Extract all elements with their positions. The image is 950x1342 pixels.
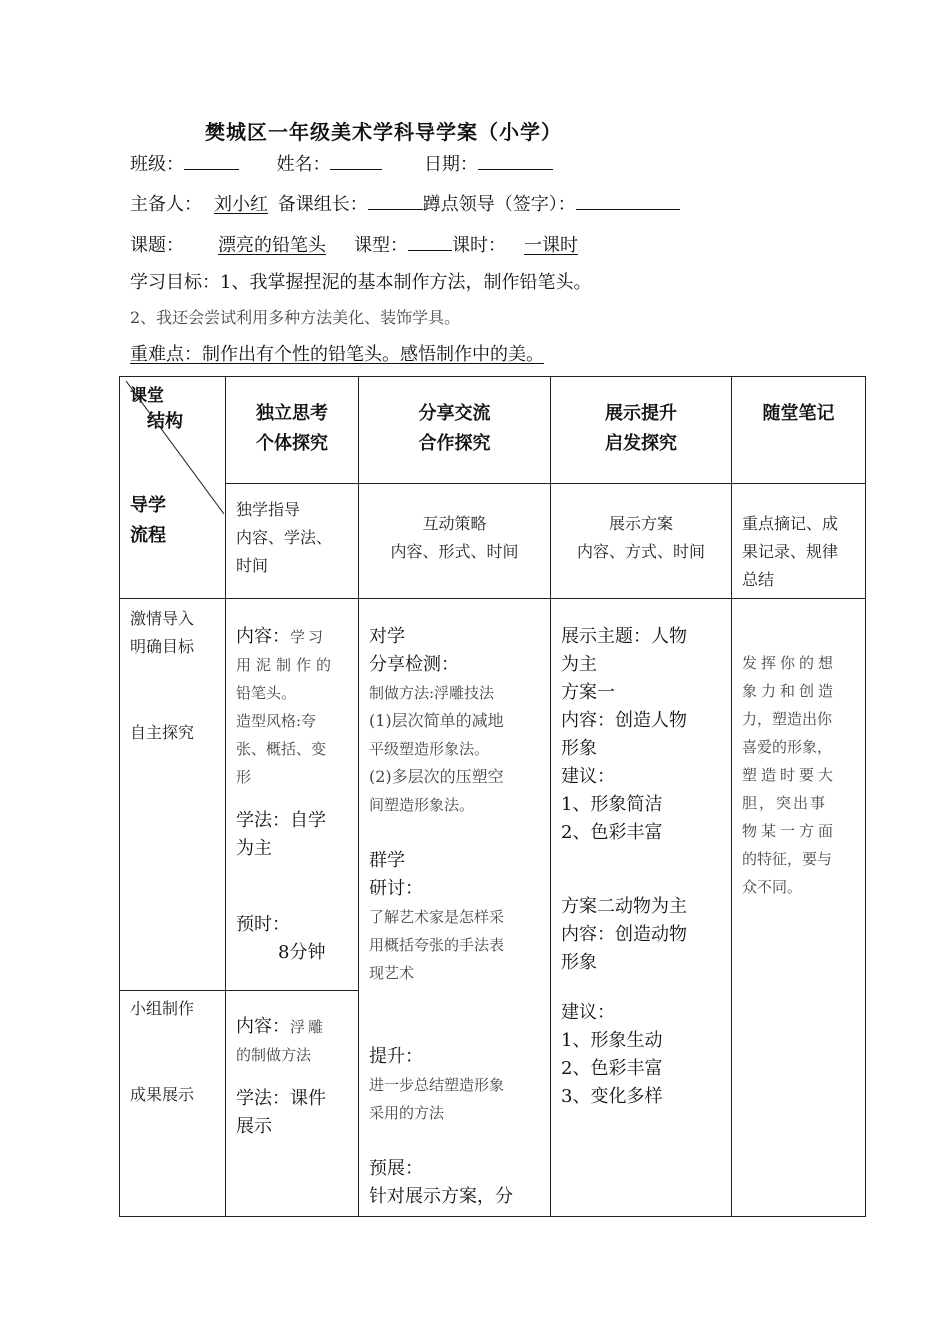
col3-b6: 2、色彩丰富 <box>561 1058 663 1079</box>
col2-cell <box>359 599 551 1217</box>
col4-l1: 发挥你的想 <box>742 654 838 672</box>
subheader-col-1 <box>226 484 359 599</box>
header-col-1 <box>226 377 359 484</box>
stage-5: 成果展示 <box>130 1085 195 1104</box>
subheader-4-line-2: 果记录、规律 <box>742 542 839 561</box>
corner-bottom-2: 流程 <box>130 525 166 546</box>
leader-blank[interactable] <box>576 191 680 210</box>
subheader-3-line-1: 展示方案 <box>608 514 673 533</box>
leader-label: 蹲点领导（签字）： <box>422 194 576 215</box>
col1-method-a: 学法：自学 <box>236 810 326 831</box>
col1-content-label: 内容： <box>236 626 290 647</box>
col1-cell-2 <box>226 991 359 1217</box>
col4-l5: 塑造时要大 <box>742 766 838 784</box>
col2-a4: (1)层次简单的减地 <box>369 711 504 730</box>
col1-time-label: 预时： <box>236 914 290 935</box>
col4-l8: 的特征，要与 <box>742 850 833 868</box>
col4-cell <box>732 599 866 1217</box>
header-2-line-1: 分享交流 <box>418 403 491 424</box>
col2-b5: 现艺术 <box>369 964 415 982</box>
corner-bottom-label <box>130 491 166 551</box>
col2-c1: 提升： <box>369 1046 423 1067</box>
col4-l9: 众不同。 <box>742 878 803 896</box>
header-4-line-1: 随堂笔记 <box>762 403 835 424</box>
preparer-name: 刘小红 <box>214 194 268 215</box>
col1-content-a: 学习 <box>290 628 327 646</box>
stage-cell-1 <box>120 599 226 991</box>
topic-value: 漂亮的铅笔头 <box>218 235 326 256</box>
col4-l7: 物某一方面 <box>742 822 838 840</box>
col3-a1: 展示主题：人物 <box>561 626 687 647</box>
info-line-2 <box>130 190 680 216</box>
col3-a6: 建议： <box>561 766 615 787</box>
col2-d1: 预展： <box>369 1158 423 1179</box>
subheader-3-line-2: 内容、方式、时间 <box>576 542 705 561</box>
header-col-2 <box>359 377 551 484</box>
goals-line-1 <box>130 268 591 294</box>
header-1-line-2: 个体探究 <box>256 433 328 454</box>
col1-style-a: 造型风格:夸 <box>236 712 317 730</box>
stage-3: 自主探究 <box>130 723 195 742</box>
col1-style-b: 张、概括、变 <box>236 740 327 758</box>
period-value: 一课时 <box>524 235 578 256</box>
name-blank[interactable] <box>330 151 382 170</box>
col3-a3: 方案一 <box>561 682 615 703</box>
subheader-4-line-1: 重点摘记、成 <box>742 514 839 533</box>
group-leader-label: 备课组长： <box>277 194 368 215</box>
col4-l6: 胆，突出事 <box>742 794 828 812</box>
col1-style-c: 形 <box>236 768 252 786</box>
col1-content2-b: 的制做方法 <box>236 1046 312 1064</box>
col3-b4: 建议： <box>561 1002 615 1023</box>
col3-cell <box>551 599 732 1217</box>
col2-b3: 了解艺术家是怎样采 <box>369 908 505 926</box>
header-2-line-2: 合作探究 <box>418 433 491 454</box>
header-col-4 <box>732 377 866 484</box>
col4-l2: 象力和创造 <box>742 682 838 700</box>
class-blank[interactable] <box>184 151 239 170</box>
col1-content2-a: 浮雕 <box>290 1018 327 1036</box>
col1-time: 8分钟 <box>278 942 326 963</box>
col2-d2: 针对展示方案，分 <box>369 1186 513 1207</box>
col1-content-b: 用泥制作的 <box>236 656 337 674</box>
period-label: 课时： <box>452 235 506 256</box>
name-label: 姓名： <box>276 154 331 175</box>
class-label: 班级： <box>130 154 184 175</box>
col1-cell-1 <box>226 599 359 991</box>
preparer-label: 主备人： <box>130 194 202 215</box>
subheader-4-line-3: 总结 <box>742 570 775 589</box>
key-points <box>130 340 544 366</box>
col2-c3: 采用的方法 <box>369 1104 445 1122</box>
lesson-table <box>119 376 866 1217</box>
col3-a5: 形象 <box>561 738 597 759</box>
col3-a8: 2、色彩丰富 <box>561 822 663 843</box>
col2-a6: (2)多层次的压塑空 <box>369 767 504 786</box>
info-line-1 <box>130 150 553 176</box>
group-leader-blank[interactable] <box>368 191 423 210</box>
subheader-2-line-2: 内容、形式、时间 <box>390 542 519 561</box>
subheader-col-2 <box>359 484 551 599</box>
corner-top-label: 课堂 <box>130 386 164 406</box>
header-1-line-1: 独立思考 <box>256 403 328 424</box>
corner-mid-label: 结构 <box>147 411 183 432</box>
corner-bottom-1: 导学 <box>130 495 166 516</box>
subheader-1-line-1: 独学指导 <box>236 500 301 519</box>
stage-cell-2 <box>120 991 226 1217</box>
col2-a5: 平级塑造形象法。 <box>369 740 490 758</box>
stage-4: 小组制作 <box>130 999 195 1018</box>
col2-a3: 制做方法:浮雕技法 <box>369 684 495 702</box>
col3-a4: 内容：创造人物 <box>561 710 687 731</box>
header-3-line-2: 启发探究 <box>605 433 677 454</box>
col1-method-b: 为主 <box>236 838 272 859</box>
stage-1: 激情导入 <box>130 609 195 628</box>
stage-2: 明确目标 <box>130 637 195 656</box>
col2-a1: 对学 <box>369 626 405 647</box>
col1-content-c: 铅笔头。 <box>236 684 297 702</box>
col1-method2-b: 展示 <box>236 1116 272 1137</box>
header-3-line-1: 展示提升 <box>605 403 677 424</box>
goal-1: 学习目标：1、我掌握捏泥的基本制作方法，制作铅笔头。 <box>130 272 592 293</box>
col4-l3: 力，塑造出你 <box>742 710 833 728</box>
corner-cell <box>120 377 226 599</box>
info-line-3 <box>130 231 628 257</box>
col1-content2-label: 内容： <box>236 1016 290 1037</box>
date-blank[interactable] <box>478 151 553 170</box>
col3-a2: 为主 <box>561 654 597 675</box>
col2-c2: 进一步总结塑造形象 <box>369 1076 505 1094</box>
goal-2: 2、我还会尝试利用多种方法美化、装饰学具。 <box>130 308 461 327</box>
col3-b1: 方案二动物为主 <box>561 896 687 917</box>
subheader-col-3 <box>551 484 732 599</box>
col4-l4: 喜爱的形象， <box>742 738 833 756</box>
col3-b3: 形象 <box>561 952 597 973</box>
header-col-3 <box>551 377 732 484</box>
col2-a2: 分享检测： <box>369 654 459 675</box>
date-label: 日期： <box>423 154 478 175</box>
subheader-2-line-1: 互动策略 <box>422 514 487 533</box>
col3-a7: 1、形象简洁 <box>561 794 663 815</box>
page-title: 樊城区一年级美术学科导学案（小学） <box>205 120 562 144</box>
col3-b7: 3、变化多样 <box>561 1086 663 1107</box>
key-points-text: 重难点：制作出有个性的铅笔头。感悟制作中的美。 <box>130 344 544 365</box>
subheader-1-line-3: 时间 <box>236 556 269 575</box>
col1-method2-a: 学法：课件 <box>236 1088 326 1109</box>
type-label: 课型： <box>354 235 408 256</box>
col2-b4: 用概括夸张的手法表 <box>369 936 505 954</box>
col3-b2: 内容：创造动物 <box>561 924 687 945</box>
col2-b1: 群学 <box>369 850 405 871</box>
goals-line-2 <box>130 305 460 328</box>
col3-b5: 1、形象生动 <box>561 1030 663 1051</box>
col2-a7: 间塑造形象法。 <box>369 796 475 814</box>
type-blank[interactable] <box>408 232 452 251</box>
subheader-1-line-2: 内容、学法、 <box>236 528 333 547</box>
col2-b2: 研讨： <box>369 878 423 899</box>
subheader-col-4 <box>732 484 866 599</box>
topic-label: 课题： <box>130 235 184 256</box>
